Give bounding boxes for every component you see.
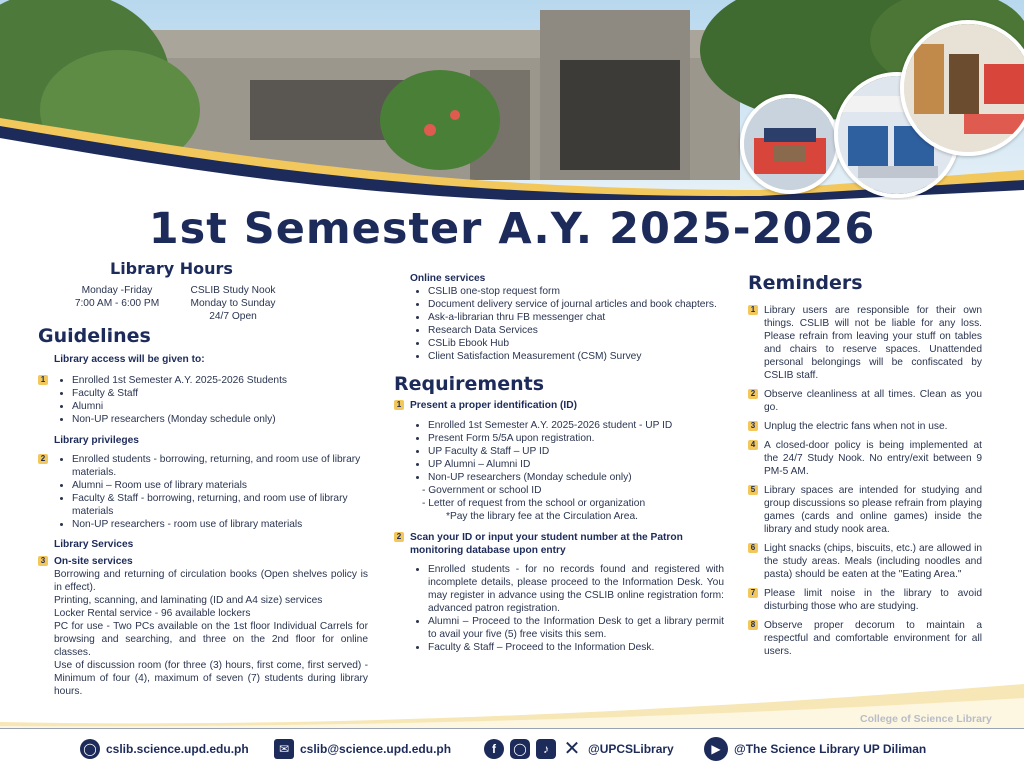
list-item: • Faculty & Staff	[72, 387, 368, 400]
privileges-section	[38, 434, 368, 531]
youtube-icon: ▶	[704, 737, 728, 761]
globe-icon: ◯	[80, 739, 100, 759]
reminder-text: A closed-door policy is being implemented at the 24/7 Study Nook. No entry/exit between 9 PM-5 AM.	[764, 440, 982, 477]
requirement-1-sub2: - Letter of request from the school or organization	[422, 498, 646, 509]
list-item: Locker Rental service - 96 available lockers	[54, 608, 251, 619]
reminder-item	[748, 439, 982, 478]
study-nook-days: Monday to Sunday	[190, 298, 276, 309]
reminder-number-badge: 3	[748, 421, 758, 431]
reminder-item	[748, 587, 982, 613]
list-item: • Enrolled 1st Semester A.Y. 2025-2026 student - UP ID	[428, 419, 724, 432]
requirement-1-note: *Pay the library fee at the Circulation Area.	[446, 511, 638, 522]
list-item: • Enrolled students - for no records found and registered with incomplete details, please proceed to the Information Desk. You may register in advance using the CSLIB online registration form: advanced patron registration.	[428, 563, 724, 615]
privileges-title: Library privileges	[54, 435, 139, 446]
access-section	[38, 353, 368, 426]
reminder-number-badge: 4	[748, 440, 758, 450]
page-title: 1st Semester A.Y. 2025-2026	[148, 204, 876, 254]
website-link[interactable]	[80, 738, 249, 760]
requirement-1-sub1: - Government or school ID	[422, 485, 542, 496]
services-section	[38, 538, 368, 698]
reminder-item	[748, 484, 982, 536]
requirements-heading: Requirements	[394, 373, 545, 395]
middle-column	[394, 272, 724, 654]
reminder-text: Library spaces are intended for studying and group discussions so please refrain from playing games (cards and online games) inside the library and study nook area.	[764, 485, 983, 535]
services-number-badge: 3	[38, 556, 48, 566]
access-number-badge: 1	[38, 375, 48, 385]
requirement-2-badge: 2	[394, 532, 404, 542]
reminder-text: Library users are responsible for their own things. CSLIB will not be liable for any loss. Please refrain from leaving your stuff on tables and chairs to reserve spaces. Unattended personal belongings will be confiscated by CSLIB staff.	[764, 305, 982, 381]
study-nook-hours	[178, 284, 288, 323]
services-title: Library Services	[54, 539, 134, 550]
mail-icon: ✉	[274, 739, 294, 759]
right-column	[748, 272, 982, 664]
reminder-number-badge: 2	[748, 389, 758, 399]
list-item: • CSLIB one-stop request form	[428, 285, 724, 298]
library-hours-heading: Library Hours	[110, 259, 233, 278]
online-title: Online services	[410, 273, 486, 284]
guidelines-heading: Guidelines	[38, 325, 151, 347]
reminder-number-badge: 5	[748, 485, 758, 495]
privileges-list	[54, 453, 368, 531]
online-list	[410, 285, 724, 363]
left-column	[38, 259, 368, 698]
weekday-days: Monday -Friday	[81, 285, 153, 296]
requirement-2-list	[410, 563, 724, 654]
website-text: cslib.science.upd.edu.ph	[106, 742, 249, 756]
college-watermark: College of Science Library	[860, 713, 992, 725]
study-nook-name: CSLIB Study Nook	[190, 285, 276, 296]
footer-contact-bar	[0, 728, 1024, 769]
reminders-heading: Reminders	[748, 272, 863, 294]
reminder-text: Unplug the electric fans when not in use.	[764, 421, 948, 432]
reminder-number-badge: 8	[748, 620, 758, 630]
reminder-number-badge: 7	[748, 588, 758, 598]
reminder-item	[748, 304, 982, 382]
list-item: • Present Form 5/5A upon registration.	[428, 432, 724, 445]
onsite-list	[54, 568, 368, 698]
list-item: Printing, scanning, and laminating (ID and A4 size) services	[54, 595, 323, 606]
youtube-link[interactable]	[704, 738, 926, 760]
reminder-item	[748, 619, 982, 658]
email-link[interactable]	[274, 738, 451, 760]
onsite-title: On-site services	[54, 556, 133, 567]
requirement-1-list	[410, 419, 724, 484]
list-item: • Faculty & Staff - borrowing, returning, and room use of library materials	[72, 492, 368, 518]
list-item: • CSLib Ebook Hub	[428, 337, 724, 350]
list-item: • Enrolled students - borrowing, returning, and room use of library materials.	[72, 453, 368, 479]
list-item: • Non-UP researchers (Monday schedule only)	[72, 413, 368, 426]
header-banner	[0, 0, 1024, 200]
x-icon[interactable]: ✕	[563, 738, 581, 760]
youtube-text: @The Science Library UP Diliman	[734, 742, 927, 756]
tiktok-icon[interactable]: ♪	[536, 739, 556, 759]
list-item: Use of discussion room (for three (3) hours, first come, first served) - Minimum of four (4), maximum of seven (7) students during library hours.	[54, 660, 368, 697]
study-nook-time: 24/7 Open	[209, 311, 257, 322]
social-handle-text: @UPCSLibrary	[588, 742, 674, 756]
list-item: • Client Satisfaction Measurement (CSM) Survey	[428, 350, 724, 363]
list-item: PC for use - Two PCs available on the 1st floor Individual Carrels for browsing and searching, and three on the 2nd floor for online classes.	[54, 621, 368, 658]
photo-circle-discussion-room	[740, 94, 840, 194]
reminder-text: Observe proper decorum to maintain a respectful and comfortable environment for all users.	[764, 620, 982, 657]
online-services-section	[394, 272, 724, 363]
weekday-time: 7:00 AM - 6:00 PM	[74, 298, 160, 309]
reminder-text: Observe cleanliness at all times. Clean as you go.	[764, 389, 982, 413]
reminder-item	[748, 420, 982, 433]
list-item: • Research Data Services	[428, 324, 724, 337]
list-item: • Ask-a-librarian thru FB messenger chat	[428, 311, 724, 324]
list-item: • Alumni – Room use of library materials	[72, 479, 368, 492]
list-item: • Enrolled 1st Semester A.Y. 2025-2026 Students	[72, 374, 368, 387]
list-item: • Document delivery service of journal articles and book chapters.	[428, 298, 724, 311]
list-item: • Alumni – Proceed to the Information Desk to get a library permit to avail your five (5) free visits this sem.	[428, 615, 724, 641]
reminder-text: Please limit noise in the library to avoid disturbing those who are studying.	[764, 588, 982, 612]
list-item: • UP Alumni – Alumni ID	[428, 458, 724, 471]
email-text: cslib@science.upd.edu.ph	[300, 742, 452, 756]
requirement-scan-section	[394, 531, 724, 654]
list-item: • Non-UP researchers (Monday schedule only)	[428, 471, 724, 484]
requirement-1-badge: 1	[394, 400, 404, 410]
access-title: Library access will be given to:	[54, 354, 205, 365]
reminder-text: Light snacks (chips, biscuits, etc.) are allowed in the study areas. Meals (including noodles and pasta) should be eaten at the "Eating Area."	[764, 543, 982, 580]
instagram-icon[interactable]: ◯	[510, 739, 530, 759]
requirement-1-title: Present a proper identification (ID)	[410, 400, 577, 411]
reminder-item	[748, 388, 982, 414]
list-item: • Faculty & Staff – Proceed to the Information Desk.	[428, 641, 724, 654]
list-item: • Alumni	[72, 400, 368, 413]
reminder-item	[748, 542, 982, 581]
library-hours-section	[38, 259, 368, 324]
weekday-hours	[62, 284, 172, 310]
reminder-number-badge: 6	[748, 543, 758, 553]
list-item: Borrowing and returning of circulation books (Open shelves policy is in effect).	[54, 569, 368, 593]
photo-circle-red-chairs	[900, 20, 1024, 156]
access-list	[54, 374, 368, 426]
privileges-number-badge: 2	[38, 454, 48, 464]
facebook-icon[interactable]: f	[484, 739, 504, 759]
reminder-number-badge: 1	[748, 305, 758, 315]
list-item: • UP Faculty & Staff – UP ID	[428, 445, 724, 458]
social-links[interactable]	[484, 738, 674, 760]
requirement-2-title: Scan your ID or input your student number at the Patron monitoring database upon entry	[410, 532, 683, 556]
list-item: • Non-UP researchers - room use of library materials	[72, 518, 368, 531]
requirement-id-section	[394, 399, 724, 523]
